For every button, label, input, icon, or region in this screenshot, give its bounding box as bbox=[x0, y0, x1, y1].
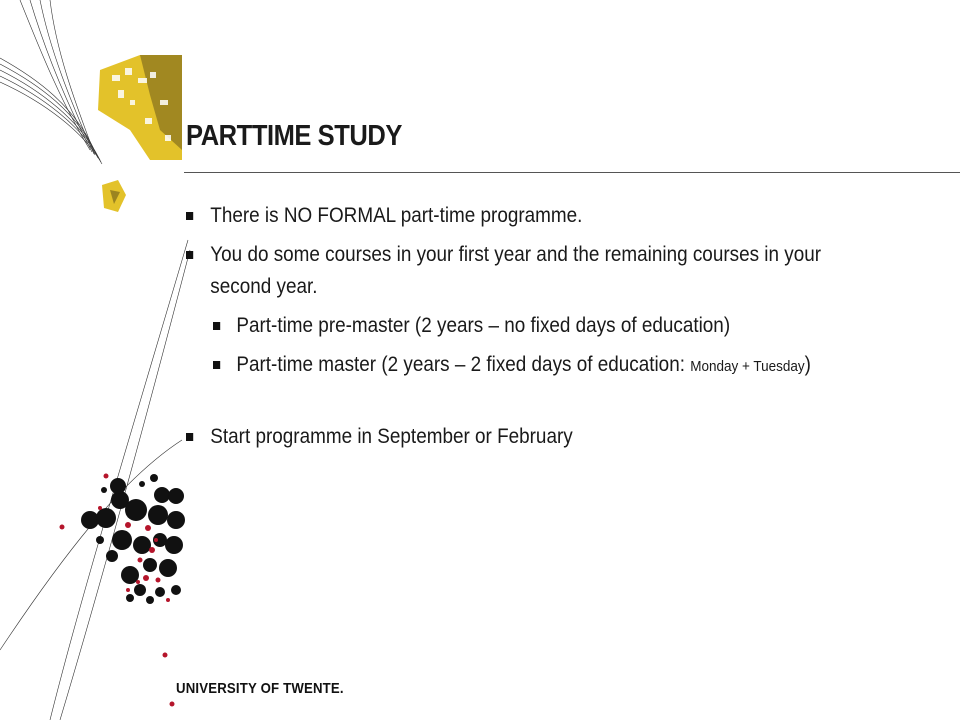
sub-bullet-item bbox=[186, 310, 870, 349]
bullet-text: Start programme in September or February bbox=[210, 425, 573, 448]
title-divider bbox=[184, 172, 960, 173]
square-bullet-icon bbox=[186, 212, 193, 220]
sub-bullet-item bbox=[186, 349, 870, 421]
university-logo bbox=[176, 680, 344, 697]
top-curves bbox=[0, 0, 102, 164]
square-bullet-icon bbox=[186, 251, 193, 259]
gold-mosaic bbox=[98, 55, 182, 212]
dot-cluster bbox=[60, 474, 186, 707]
square-bullet-icon bbox=[186, 433, 193, 441]
bullet-item bbox=[186, 421, 870, 453]
bullet-item bbox=[186, 239, 870, 271]
square-bullet-icon bbox=[213, 322, 220, 330]
bullet-text: ) bbox=[804, 353, 811, 376]
square-bullet-icon bbox=[213, 361, 220, 369]
bullet-text: second year. bbox=[210, 275, 318, 298]
slide-title: PARTTIME STUDY bbox=[186, 120, 402, 152]
bullet-text: There is NO FORMAL part-time programme. bbox=[210, 204, 583, 227]
bullet-item bbox=[186, 200, 870, 239]
bullet-continuation bbox=[186, 271, 870, 310]
logo-text: UNIVERSITY OF TWENTE. bbox=[176, 680, 344, 697]
bullet-text-small: Monday + Tuesday bbox=[690, 358, 805, 375]
sweep-lines bbox=[0, 240, 190, 720]
bullet-text: You do some courses in your first year and the remaining courses in your bbox=[210, 243, 822, 266]
bullet-text: Part-time master (2 years – 2 fixed days of education: bbox=[236, 353, 691, 376]
bullet-list bbox=[186, 200, 946, 453]
bullet-text: Part-time pre-master (2 years – no fixed days of education) bbox=[236, 314, 731, 337]
